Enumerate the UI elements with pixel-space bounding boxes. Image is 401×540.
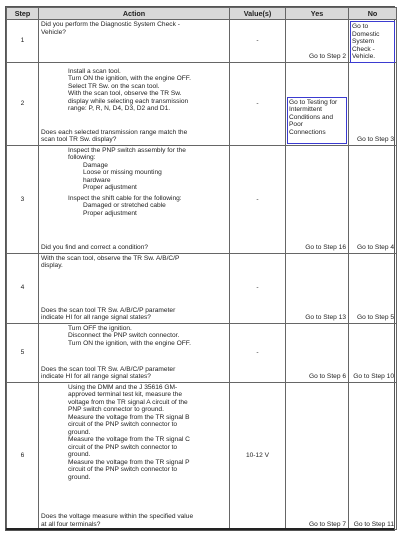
table-row — [7, 382, 397, 529]
action-cell — [39, 253, 230, 323]
action-line: Select TR Sw. on the scan tool. — [68, 82, 160, 90]
action-line: Measure the voltage from the TR signal P — [68, 458, 190, 466]
go-to-link[interactable]: Go to Step 7 — [308, 520, 346, 528]
header-step: Step — [7, 8, 39, 20]
action-cell — [39, 145, 230, 253]
diagnostic-table — [6, 7, 397, 530]
question-line: at all four terminals? — [41, 520, 101, 528]
go-to-link[interactable]: Go to Step 13 — [305, 314, 346, 322]
value-cell: - — [230, 145, 286, 253]
table-row — [7, 323, 397, 382]
go-to-link[interactable] — [350, 21, 395, 63]
step-number: 5 — [7, 323, 39, 382]
value-cell: - — [230, 323, 286, 382]
question-line: Does the scan tool TR Sw. A/B/C/P parameter — [41, 306, 176, 314]
action-line: PNP switch connector to ground. — [68, 406, 164, 414]
link-line: Poor — [289, 121, 303, 129]
action-line: voltage from the TR signal A circuit of the — [68, 398, 188, 406]
no-cell — [349, 145, 397, 253]
action-line: Inspect the shift cable for the following: — [68, 194, 182, 202]
action-line: With the scan tool, observe the TR Sw. — [68, 90, 182, 98]
link-line: Go to Domestic — [352, 23, 380, 38]
action-subitem: Proper adjustment — [83, 209, 137, 217]
bottom-border — [6, 528, 394, 530]
no-cell — [349, 382, 397, 529]
step-number: 6 — [7, 382, 39, 529]
no-cell — [349, 62, 397, 145]
action-line: Disconnect the PNP switch connector. — [68, 332, 180, 340]
go-to-link[interactable]: Go to Step 6 — [308, 373, 346, 381]
link-line: Connections — [289, 128, 326, 136]
action-line: circuit of the PNP switch connector to — [68, 466, 178, 474]
action-line: display. — [41, 262, 63, 270]
action-cell — [39, 323, 230, 382]
action-line: Vehicle? — [41, 28, 66, 36]
action-line: Using the DMM and the J 35616 GM- — [68, 383, 178, 391]
action-line: Measure the voltage from the TR signal B — [68, 413, 190, 421]
question-line: Did you find and correct a condition? — [41, 244, 149, 252]
table-row — [7, 62, 397, 145]
action-line: Turn ON the ignition, with the engine OFF. — [68, 75, 191, 83]
action-subitem: hardware — [83, 176, 111, 184]
step-number: 3 — [7, 145, 39, 253]
action-line: following: — [68, 154, 96, 162]
question-text — [41, 513, 227, 528]
yes-cell — [286, 62, 349, 145]
go-to-link[interactable]: Go to Step 3 — [356, 136, 394, 144]
question-line: Does the scan tool TR Sw. A/B/C/P parameter — [41, 365, 176, 373]
link-line: Conditions and — [289, 113, 333, 121]
step-number: 4 — [7, 253, 39, 323]
yes-cell — [286, 145, 349, 253]
go-to-link[interactable] — [287, 97, 347, 144]
yes-cell — [286, 253, 349, 323]
value-cell: - — [230, 20, 286, 63]
action-subitem: Proper adjustment — [83, 184, 137, 192]
action-subitem: Damaged or stretched cable — [83, 202, 166, 210]
go-to-link[interactable]: Go to Step 5 — [356, 314, 394, 322]
action-line: Inspect the PNP switch assembly for the — [68, 146, 186, 154]
yes-cell — [286, 20, 349, 63]
step-number: 2 — [7, 62, 39, 145]
step-number: 1 — [7, 20, 39, 63]
action-cell — [39, 62, 230, 145]
question-line: indicate HI for all range signal states? — [41, 314, 151, 322]
value-cell: - — [230, 253, 286, 323]
action-line: display while selecting each transmission — [68, 97, 189, 105]
go-to-link[interactable]: Go to Step 16 — [305, 244, 346, 252]
action-line: approved terminal test kit, measure the — [68, 391, 182, 399]
action-line: ground. — [68, 451, 91, 459]
action-cell — [39, 20, 230, 63]
link-line: System Check - — [352, 38, 375, 53]
question-line: indicate HI for all range signal states? — [41, 373, 151, 381]
no-cell — [349, 253, 397, 323]
value-cell: - — [230, 62, 286, 145]
go-to-link[interactable]: Go to Step 11 — [353, 520, 394, 528]
yes-cell — [286, 382, 349, 529]
question-line: Does each selected transmission range match the — [41, 128, 188, 136]
link-line: Vehicle. — [352, 53, 376, 60]
go-to-link[interactable]: Go to Step 4 — [356, 244, 394, 252]
header-yes: Yes — [286, 8, 349, 20]
table-row — [7, 253, 397, 323]
header-action: Action — [39, 8, 230, 20]
action-line: ground. — [68, 473, 91, 481]
question-line: scan tool TR Sw. display? — [41, 136, 117, 144]
action-line: Install a scan tool. — [68, 67, 121, 75]
table-row — [7, 20, 397, 63]
action-line: circuit of the PNP switch connector to — [68, 443, 178, 451]
question-text — [41, 307, 227, 322]
question-text — [41, 366, 227, 381]
action-cell — [39, 382, 230, 529]
action-subitem: Damage — [83, 161, 108, 169]
link-line: Go to Testing for — [289, 98, 338, 106]
header-values: Value(s) — [230, 8, 286, 20]
action-line: Turn ON the ignition, with the engine OFF. — [68, 339, 191, 347]
question-text — [41, 244, 227, 252]
no-cell — [349, 323, 397, 382]
go-to-link[interactable]: Go to Step 2 — [308, 53, 346, 61]
no-cell — [349, 20, 397, 63]
action-line: ground. — [68, 428, 91, 436]
question-line: Does the voltage measure within the specified value — [41, 513, 194, 520]
value-cell: 10-12 V — [230, 382, 286, 529]
diagnostic-table-frame — [5, 6, 395, 531]
action-line: Turn OFF the ignition. — [68, 324, 132, 332]
table-row — [7, 145, 397, 253]
action-line: With the scan tool, observe the TR Sw. A/B/C/P — [41, 254, 180, 262]
action-line: circuit of the PNP switch connector to — [68, 421, 178, 429]
table-header-row — [7, 8, 397, 20]
action-line: Did you perform the Diagnostic System Check - — [41, 21, 180, 28]
yes-cell — [286, 323, 349, 382]
go-to-link[interactable]: Go to Step 10 — [353, 373, 394, 381]
action-line: Measure the voltage from the TR signal C — [68, 436, 190, 444]
question-text — [41, 129, 227, 144]
action-line: range: P, R, N, D4, D3, D2 and D1. — [68, 105, 171, 113]
link-line: Intermittent — [289, 106, 322, 114]
action-subitem: Loose or missing mounting — [83, 169, 162, 177]
header-no: No — [349, 8, 397, 20]
